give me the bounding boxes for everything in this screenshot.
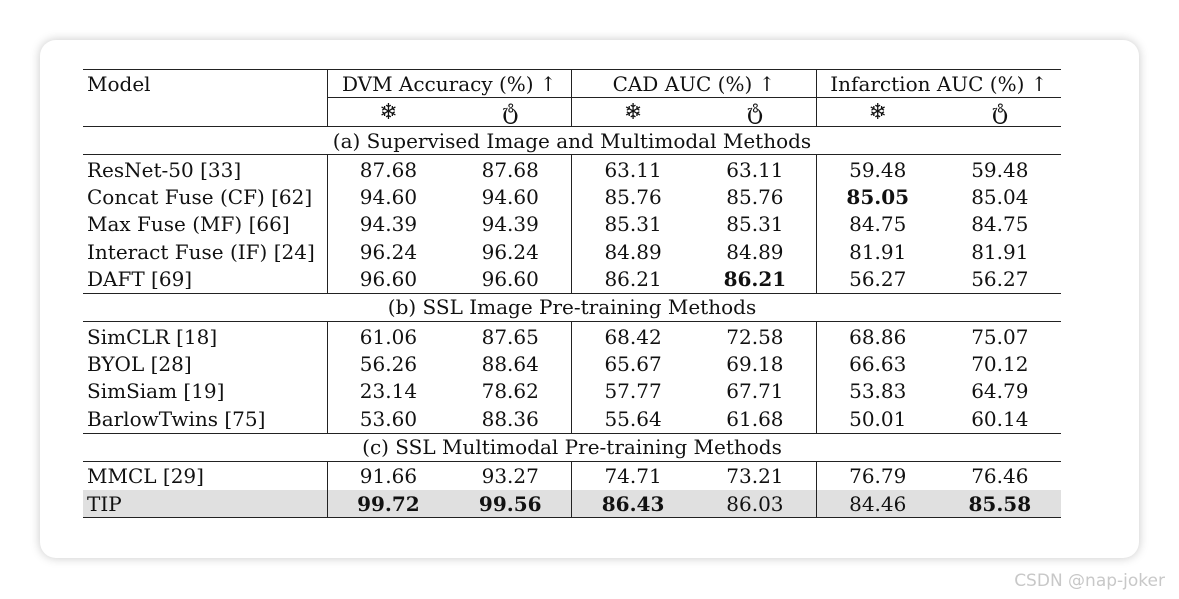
flame-icon bbox=[939, 98, 1061, 127]
value-cell bbox=[694, 155, 816, 184]
table-row bbox=[83, 461, 1061, 490]
value: 65.67 bbox=[604, 352, 662, 377]
value-cell bbox=[816, 378, 938, 405]
cad-auc-header: CAD AUC (%) ↑ bbox=[572, 70, 817, 98]
value-cell bbox=[694, 350, 816, 377]
value: 88.36 bbox=[481, 406, 539, 431]
value: 94.39 bbox=[481, 212, 539, 237]
value: 96.60 bbox=[481, 267, 539, 292]
value: 84.75 bbox=[971, 212, 1029, 237]
value-cell bbox=[327, 155, 449, 184]
value-cell bbox=[939, 183, 1061, 210]
value: 86.03 bbox=[726, 491, 784, 516]
section-title: (a) Supervised Image and Multimodal Methods bbox=[83, 127, 1061, 155]
value-cell bbox=[572, 211, 694, 238]
value-cell bbox=[816, 183, 938, 210]
value-cell bbox=[449, 266, 571, 294]
value: 73.21 bbox=[726, 464, 784, 489]
value-cell bbox=[327, 183, 449, 210]
value: 87.68 bbox=[359, 157, 418, 182]
value-cell bbox=[694, 378, 816, 405]
table-row bbox=[83, 378, 1061, 405]
value-cell bbox=[694, 211, 816, 238]
value: 63.11 bbox=[604, 157, 662, 182]
table-row bbox=[83, 155, 1061, 184]
value: 85.76 bbox=[726, 185, 784, 210]
value: 53.83 bbox=[849, 379, 907, 404]
snowflake-icon bbox=[327, 98, 449, 127]
value: 55.64 bbox=[604, 406, 662, 431]
value-cell bbox=[572, 266, 694, 294]
flame-icon bbox=[449, 98, 571, 127]
value-cell bbox=[694, 461, 816, 490]
value-cell bbox=[572, 461, 694, 490]
value-cell bbox=[939, 238, 1061, 265]
value: 75.07 bbox=[971, 324, 1029, 349]
value-cell bbox=[694, 266, 816, 294]
value: 94.60 bbox=[359, 185, 418, 210]
value: 68.42 bbox=[604, 324, 662, 349]
value: 84.89 bbox=[604, 239, 662, 264]
value: 53.60 bbox=[359, 406, 418, 431]
table-row bbox=[83, 490, 1061, 518]
value-cell bbox=[816, 155, 938, 184]
results-table bbox=[83, 69, 1061, 518]
value-cell bbox=[449, 350, 571, 377]
value-cell bbox=[327, 238, 449, 265]
flame-icon: ტ bbox=[502, 100, 519, 125]
value-cell bbox=[939, 405, 1061, 433]
flame-icon: ტ bbox=[991, 100, 1009, 125]
value-cell bbox=[572, 490, 694, 518]
model-name: SimCLR [18] bbox=[87, 324, 218, 349]
value: 96.60 bbox=[359, 267, 418, 292]
value-cell bbox=[816, 350, 938, 377]
model-name: ResNet-50 [33] bbox=[87, 157, 242, 182]
model-name: Interact Fuse (IF) [24] bbox=[87, 239, 315, 264]
value: 23.14 bbox=[359, 379, 418, 404]
header-row bbox=[83, 70, 1061, 98]
value: 63.11 bbox=[726, 157, 784, 182]
value-cell bbox=[939, 266, 1061, 294]
table-row bbox=[83, 405, 1061, 433]
value: 91.66 bbox=[359, 464, 418, 489]
value: 78.62 bbox=[481, 379, 539, 404]
value-cell bbox=[572, 405, 694, 433]
value: 70.12 bbox=[971, 352, 1029, 377]
value-cell bbox=[449, 405, 571, 433]
value: 72.58 bbox=[726, 324, 784, 349]
model-name: BYOL [28] bbox=[87, 352, 192, 377]
value-cell bbox=[694, 321, 816, 350]
section-header-row bbox=[83, 293, 1061, 321]
snowflake-icon: ❄ bbox=[623, 100, 643, 125]
flame-icon bbox=[694, 98, 816, 127]
value: 68.86 bbox=[849, 324, 907, 349]
value: 96.24 bbox=[481, 239, 539, 264]
section-header-row bbox=[83, 127, 1061, 155]
value-cell bbox=[694, 238, 816, 265]
value-cell bbox=[694, 490, 816, 518]
value-cell bbox=[449, 461, 571, 490]
value-cell bbox=[327, 211, 449, 238]
value-cell bbox=[939, 490, 1061, 518]
value-cell bbox=[816, 321, 938, 350]
value: 60.14 bbox=[971, 406, 1029, 431]
value: 56.26 bbox=[359, 352, 418, 377]
table-row bbox=[83, 321, 1061, 350]
model-name: TIP bbox=[83, 490, 327, 518]
value: 81.91 bbox=[849, 239, 907, 264]
value: 66.63 bbox=[849, 352, 907, 377]
watermark: CSDN @nap-joker bbox=[1014, 571, 1165, 591]
value-cell bbox=[939, 350, 1061, 377]
value-cell bbox=[816, 490, 938, 518]
dvm-accuracy-header: DVM Accuracy (%) ↑ bbox=[327, 70, 572, 98]
value: 56.27 bbox=[849, 267, 907, 292]
value: 88.64 bbox=[481, 352, 539, 377]
best-value: 85.05 bbox=[846, 185, 910, 210]
table-row bbox=[83, 183, 1061, 210]
value-cell bbox=[939, 321, 1061, 350]
section-title: (c) SSL Multimodal Pre-training Methods bbox=[83, 433, 1061, 461]
value-cell bbox=[816, 211, 938, 238]
value-cell bbox=[572, 321, 694, 350]
infarction-auc-header: Infarction AUC (%) ↑ bbox=[816, 70, 1061, 98]
value-cell bbox=[327, 266, 449, 294]
value-cell bbox=[572, 155, 694, 184]
model-column-header: Model bbox=[83, 70, 327, 127]
table-row bbox=[83, 266, 1061, 294]
value: 50.01 bbox=[849, 406, 907, 431]
value-cell bbox=[449, 183, 571, 210]
value-cell bbox=[939, 155, 1061, 184]
value-cell bbox=[327, 378, 449, 405]
value-cell bbox=[327, 461, 449, 490]
value-cell bbox=[449, 378, 571, 405]
value: 84.89 bbox=[726, 239, 784, 264]
value-cell bbox=[327, 405, 449, 433]
value: 84.75 bbox=[849, 212, 907, 237]
best-value: 86.43 bbox=[601, 491, 665, 516]
best-value: 86.21 bbox=[723, 267, 787, 292]
value-cell bbox=[939, 211, 1061, 238]
value: 64.79 bbox=[971, 379, 1029, 404]
snowflake-icon: ❄ bbox=[868, 100, 887, 125]
value-cell bbox=[449, 211, 571, 238]
value: 76.79 bbox=[849, 464, 907, 489]
value-cell bbox=[449, 321, 571, 350]
table-row bbox=[83, 211, 1061, 238]
value: 81.91 bbox=[971, 239, 1029, 264]
value: 93.27 bbox=[481, 464, 539, 489]
value: 94.60 bbox=[481, 185, 539, 210]
model-name: Max Fuse (MF) [66] bbox=[87, 212, 290, 237]
value: 86.21 bbox=[604, 267, 662, 292]
value: 61.06 bbox=[359, 324, 418, 349]
value: 87.68 bbox=[481, 157, 539, 182]
value-cell bbox=[572, 350, 694, 377]
best-value: 99.72 bbox=[357, 491, 420, 516]
value-cell bbox=[572, 378, 694, 405]
snowflake-icon bbox=[572, 98, 694, 127]
value-cell bbox=[572, 183, 694, 210]
value: 69.18 bbox=[726, 352, 784, 377]
value-cell bbox=[816, 405, 938, 433]
table-row bbox=[83, 350, 1061, 377]
value-cell bbox=[694, 405, 816, 433]
value: 67.71 bbox=[726, 379, 784, 404]
value: 57.77 bbox=[604, 379, 662, 404]
value: 61.68 bbox=[726, 406, 784, 431]
value-cell bbox=[939, 378, 1061, 405]
model-name: SimSiam [19] bbox=[87, 379, 225, 404]
value-cell bbox=[449, 155, 571, 184]
model-name: MMCL [29] bbox=[87, 464, 204, 489]
section-header-row bbox=[83, 433, 1061, 461]
value: 85.31 bbox=[726, 212, 784, 237]
snowflake-icon bbox=[816, 98, 938, 127]
model-name: BarlowTwins [75] bbox=[83, 405, 327, 433]
value-cell bbox=[939, 461, 1061, 490]
value-cell bbox=[816, 238, 938, 265]
value-cell bbox=[816, 461, 938, 490]
value-cell bbox=[694, 183, 816, 210]
value: 76.46 bbox=[971, 464, 1029, 489]
value: 59.48 bbox=[971, 157, 1029, 182]
value: 85.76 bbox=[604, 185, 662, 210]
model-name: DAFT [69] bbox=[83, 266, 327, 294]
value-cell bbox=[816, 266, 938, 294]
table-row bbox=[83, 238, 1061, 265]
value-cell bbox=[449, 238, 571, 265]
snowflake-icon: ❄ bbox=[379, 100, 398, 125]
value: 85.04 bbox=[971, 185, 1029, 210]
section-title: (b) SSL Image Pre-training Methods bbox=[83, 293, 1061, 321]
value: 85.31 bbox=[604, 212, 662, 237]
flame-icon: ტ bbox=[746, 100, 764, 125]
value: 94.39 bbox=[359, 212, 418, 237]
value: 84.46 bbox=[849, 491, 907, 516]
value: 56.27 bbox=[971, 267, 1029, 292]
value: 59.48 bbox=[849, 157, 907, 182]
value-cell bbox=[327, 321, 449, 350]
value-cell bbox=[449, 490, 571, 518]
model-name: Concat Fuse (CF) [62] bbox=[87, 185, 313, 210]
value-cell bbox=[327, 350, 449, 377]
best-value: 85.58 bbox=[968, 491, 1032, 516]
best-value: 99.56 bbox=[478, 491, 542, 516]
value: 74.71 bbox=[604, 464, 662, 489]
value-cell bbox=[572, 238, 694, 265]
value: 96.24 bbox=[359, 239, 418, 264]
value: 87.65 bbox=[481, 324, 539, 349]
value-cell bbox=[327, 490, 449, 518]
